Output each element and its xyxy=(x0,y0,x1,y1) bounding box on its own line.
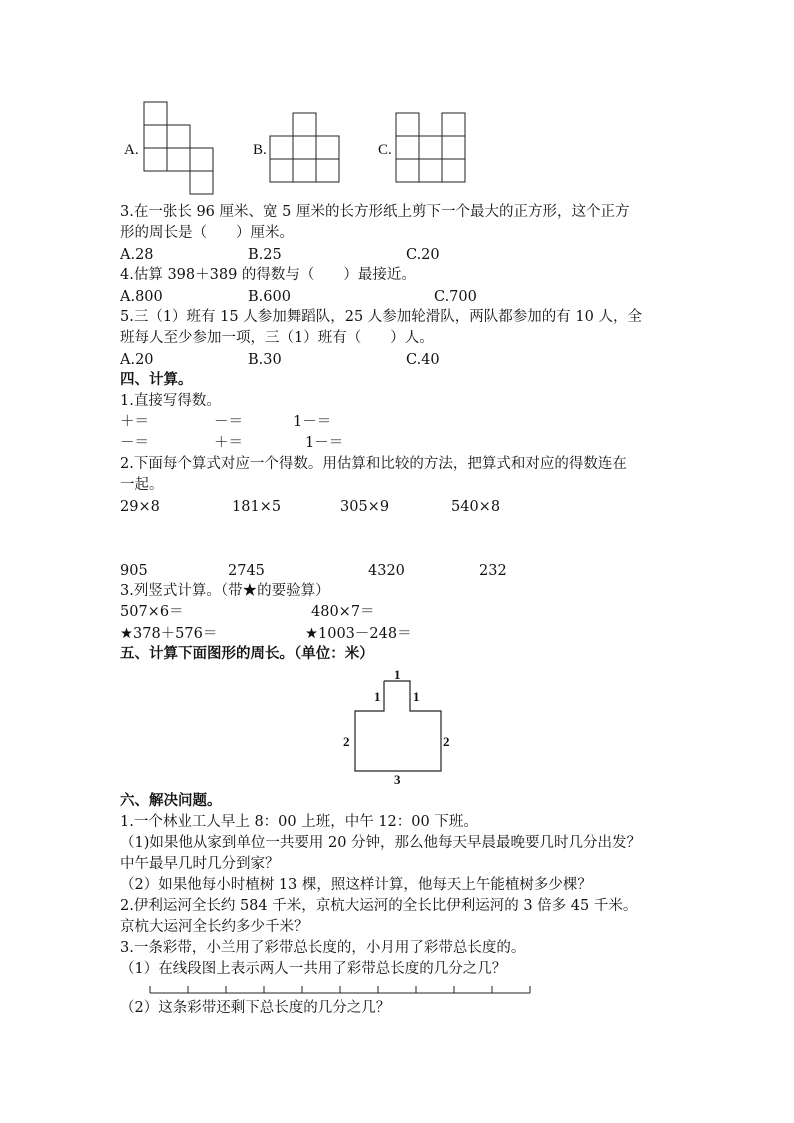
section4-sub3: 3.列竖式计算。（带★的要验算） xyxy=(120,583,330,599)
mental-math-r1c3: 1－＝ xyxy=(293,414,332,430)
problem3-text: 3.一条彩带，小兰用了彩带总长度的，小月用了彩带总长度的。 xyxy=(120,940,526,956)
section4-sub1: 1.直接写得数。 xyxy=(120,393,221,409)
vertical-calc-1: 507×6＝ xyxy=(120,604,184,620)
vertical-calc-4: ★1003－248＝ xyxy=(305,626,412,642)
mental-math-r2c1: －＝ xyxy=(120,435,149,451)
mental-math-r1c2: －＝ xyxy=(214,414,243,430)
section4-title: 四、计算。 xyxy=(120,371,193,388)
section4-sub2-line1: 2.下面每个算式对应一个得数。用估算和比较的方法，把算式和对应的得数连在 xyxy=(120,456,627,472)
section6-title: 六、解决问题。 xyxy=(120,792,222,809)
problem3b-text: （2）这条彩带还剩下总长度的几分之几？ xyxy=(120,1000,391,1016)
dim-right: 2 xyxy=(443,734,450,749)
result-1: 905 xyxy=(120,563,148,579)
problem1-text: 1.一个林业工人早上 8：00 上班，中午 12：00 下班。 xyxy=(120,814,478,830)
result-4: 232 xyxy=(479,563,507,579)
q4-option-a: A.800 xyxy=(120,289,163,305)
option-b-label: B. xyxy=(253,142,267,158)
dim-right-small: 1 xyxy=(413,689,420,704)
q5-option-a: A.20 xyxy=(120,352,154,368)
result-2: 2745 xyxy=(228,563,265,579)
q5-text-line2: 班每人至少参加一项，三（1）班有（ ）人。 xyxy=(120,330,434,346)
section5-title: 五、计算下面图形的周长。（单位：米） xyxy=(120,645,374,662)
expression-1: 29×8 xyxy=(120,499,160,515)
mental-math-r1c1: ＋＝ xyxy=(120,414,149,430)
dim-left-small: 1 xyxy=(374,689,381,704)
section4-sub2-line2: 一起。 xyxy=(120,477,164,493)
problem2-line1: 2.伊利运河全长约 584 千米，京杭大运河的全长比伊利运河的 3 倍多 45 千米。 xyxy=(120,898,638,914)
q3-text-line2: 形的周长是（ ）厘米。 xyxy=(120,225,294,241)
option-a-label: A. xyxy=(124,142,139,158)
option-c-label: C. xyxy=(378,142,392,158)
problem2-line2: 京杭大运河全长约多少千米？ xyxy=(120,919,309,935)
q3-option-c: C.20 xyxy=(406,247,440,263)
dim-left: 2 xyxy=(343,734,350,749)
vertical-calc-2: 480×7＝ xyxy=(311,604,375,620)
problem1a-line1: （1)如果他从家到单位一共要用 20 分钟，那么他每天早晨最晚要几时几分出发？ xyxy=(120,835,642,851)
vertical-calc-3: ★378＋576＝ xyxy=(120,626,218,642)
expression-2: 181×5 xyxy=(232,499,282,515)
problem3a-text: （1）在线段图上表示两人一共用了彩带总长度的几分之几？ xyxy=(120,961,507,977)
q3-text-line1: 3.在一张长 96 厘米、宽 5 厘米的长方形纸上剪下一个最大的正方形，这个正方 xyxy=(120,204,630,220)
q3-option-a: A.28 xyxy=(120,247,154,263)
q4-option-c: C.700 xyxy=(434,289,477,305)
problem1a-line2: 中午最早几时几分到家？ xyxy=(120,856,280,872)
expression-4: 540×8 xyxy=(451,499,501,515)
q5-option-c: C.40 xyxy=(406,352,440,368)
q3-option-b: B.25 xyxy=(248,247,282,263)
q5-option-b: B.30 xyxy=(248,352,282,368)
mental-math-r2c3: 1－＝ xyxy=(305,435,344,451)
problem1b-text: （2）如果他每小时植树 13 棵，照这样计算，他每天上午能植树多少棵？ xyxy=(120,877,592,893)
dim-top: 1 xyxy=(394,667,401,682)
mental-math-r2c2: ＋＝ xyxy=(214,435,243,451)
q4-text: 4.估算 398＋389 的得数与（ ）最接近。 xyxy=(120,267,416,283)
expression-3: 305×9 xyxy=(340,499,390,515)
q4-option-b: B.600 xyxy=(248,289,291,305)
q5-text-line1: 5.三（1）班有 15 人参加舞蹈队，25 人参加轮滑队，两队都参加的有 10 人，全 xyxy=(120,309,642,325)
result-3: 4320 xyxy=(368,563,405,579)
dim-bottom: 3 xyxy=(394,772,401,787)
